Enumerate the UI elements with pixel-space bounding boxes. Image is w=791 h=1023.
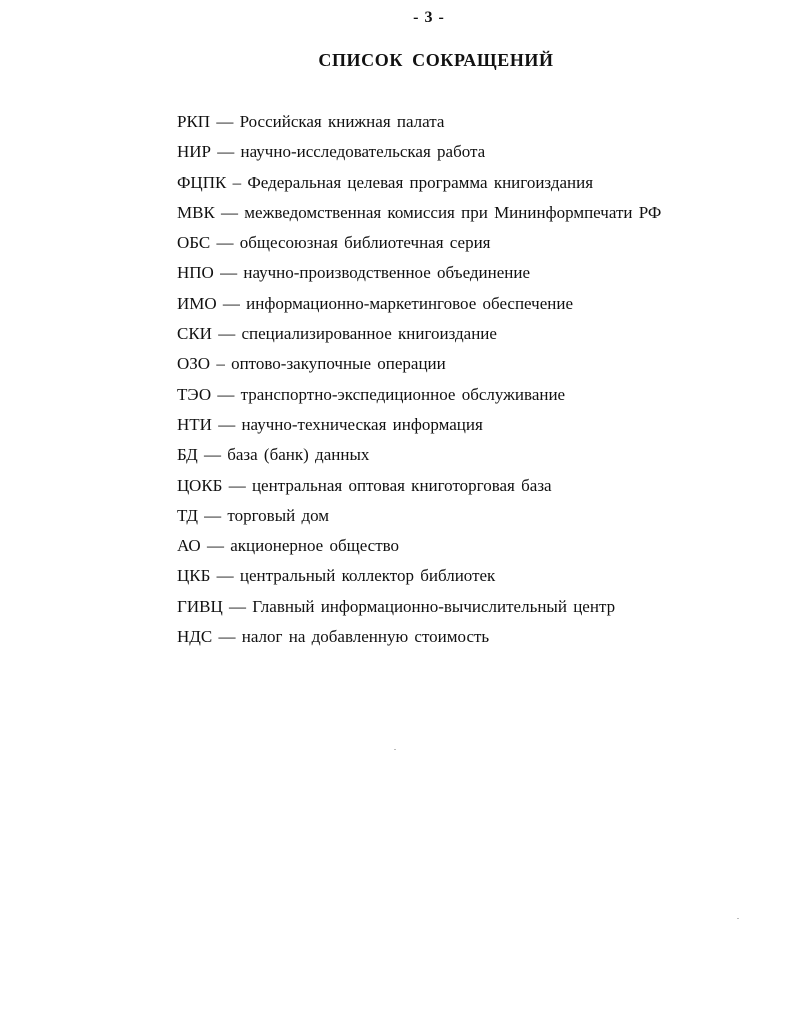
abbreviation-term: АО bbox=[177, 536, 201, 556]
abbreviation-separator: — bbox=[214, 202, 245, 222]
abbreviation-definition: межведомственная комиссия при Мининформпечати РФ bbox=[244, 202, 662, 222]
abbreviation-term: ГИВЦ bbox=[177, 596, 223, 616]
abbreviation-separator: — bbox=[211, 142, 241, 162]
abbreviation-separator: – bbox=[210, 354, 232, 374]
abbreviation-definition: налог на добавленную стоимость bbox=[241, 627, 490, 647]
list-item bbox=[177, 384, 661, 414]
list-item bbox=[177, 202, 661, 232]
abbreviation-definition: научно-исследовательская работа bbox=[240, 142, 486, 162]
abbreviation-term: ФЦПК bbox=[177, 172, 227, 192]
list-item bbox=[177, 141, 661, 171]
abbreviation-definition: Федеральная целевая программа книгоиздания bbox=[247, 172, 594, 192]
abbreviation-separator: — bbox=[211, 324, 242, 344]
list-item bbox=[177, 565, 661, 595]
abbreviation-term: НТИ bbox=[177, 414, 212, 434]
page-number: - 3 - bbox=[413, 9, 445, 26]
abbreviation-separator: – bbox=[226, 172, 248, 192]
list-item bbox=[177, 596, 661, 626]
abbreviation-definition: научно-производственное объединение bbox=[243, 263, 531, 283]
abbreviation-separator: — bbox=[210, 112, 240, 131]
abbreviation-definition: общесоюзная библиотечная серия bbox=[239, 233, 491, 253]
abbreviation-separator: — bbox=[197, 445, 228, 465]
list-item bbox=[177, 323, 661, 353]
list-item bbox=[177, 414, 661, 444]
abbreviation-separator: — bbox=[200, 536, 231, 556]
abbreviation-separator: — bbox=[211, 414, 242, 434]
abbreviation-term: НДС bbox=[177, 627, 213, 647]
abbreviation-separator: — bbox=[210, 233, 240, 253]
abbreviation-term: РКП bbox=[177, 112, 211, 131]
abbreviation-definition: база (банк) данных bbox=[227, 445, 370, 465]
scan-speck bbox=[394, 749, 396, 750]
abbreviation-separator: — bbox=[211, 384, 241, 404]
abbreviation-definition: специализированное книгоиздание bbox=[241, 324, 497, 344]
list-item bbox=[177, 353, 661, 383]
abbreviation-separator: — bbox=[197, 505, 228, 525]
abbreviation-definition: Российская книжная палата bbox=[239, 112, 445, 131]
abbreviation-list bbox=[177, 111, 661, 656]
list-item bbox=[177, 444, 661, 474]
abbreviation-definition: центральная оптовая книготорговая база bbox=[251, 475, 552, 495]
abbreviation-term: ИМО bbox=[177, 293, 217, 313]
abbreviation-definition: Главный информационно-вычислительный центр bbox=[252, 596, 616, 616]
list-item bbox=[177, 535, 661, 565]
list-item bbox=[177, 111, 661, 141]
abbreviation-definition: торговый дом bbox=[227, 505, 330, 525]
abbreviation-term: МВК bbox=[177, 202, 215, 222]
abbreviation-separator: — bbox=[213, 263, 244, 283]
abbreviation-separator: — bbox=[212, 627, 242, 647]
abbreviation-separator: — bbox=[222, 475, 252, 495]
abbreviation-term: ТЭО bbox=[177, 384, 212, 404]
list-item bbox=[177, 232, 661, 262]
abbreviation-term: ОБС bbox=[177, 233, 211, 253]
abbreviation-definition: акционерное общество bbox=[230, 536, 400, 556]
list-item bbox=[177, 626, 661, 656]
abbreviation-definition: оптово-закупочные операции bbox=[231, 354, 446, 374]
scan-speck bbox=[737, 918, 739, 919]
abbreviation-term: БД bbox=[177, 445, 198, 465]
abbreviation-definition: научно-техническая информация bbox=[241, 414, 483, 434]
page-title: СПИСОК СОКРАЩЕНИЙ bbox=[318, 50, 554, 70]
abbreviation-term: СКИ bbox=[177, 324, 212, 344]
list-item bbox=[177, 262, 661, 292]
abbreviation-definition: транспортно-экспедиционное обслуживание bbox=[240, 384, 566, 404]
abbreviation-term: ЦКБ bbox=[177, 566, 211, 586]
list-item bbox=[177, 293, 661, 323]
list-item bbox=[177, 475, 661, 505]
abbreviation-separator: — bbox=[216, 293, 247, 313]
list-item bbox=[177, 505, 661, 535]
list-item bbox=[177, 172, 661, 202]
abbreviation-term: ЦОКБ bbox=[177, 475, 223, 495]
abbreviation-separator: — bbox=[222, 596, 253, 616]
abbreviation-definition: информационно-маркетинговое обеспечение bbox=[246, 293, 574, 313]
abbreviation-definition: центральный коллектор библиотек bbox=[239, 566, 496, 586]
abbreviation-separator: — bbox=[210, 566, 240, 586]
abbreviation-term: ТД bbox=[177, 505, 198, 525]
abbreviation-term: НПО bbox=[177, 263, 214, 283]
abbreviation-term: ОЗО bbox=[177, 354, 211, 374]
abbreviation-term: НИР bbox=[177, 142, 212, 162]
